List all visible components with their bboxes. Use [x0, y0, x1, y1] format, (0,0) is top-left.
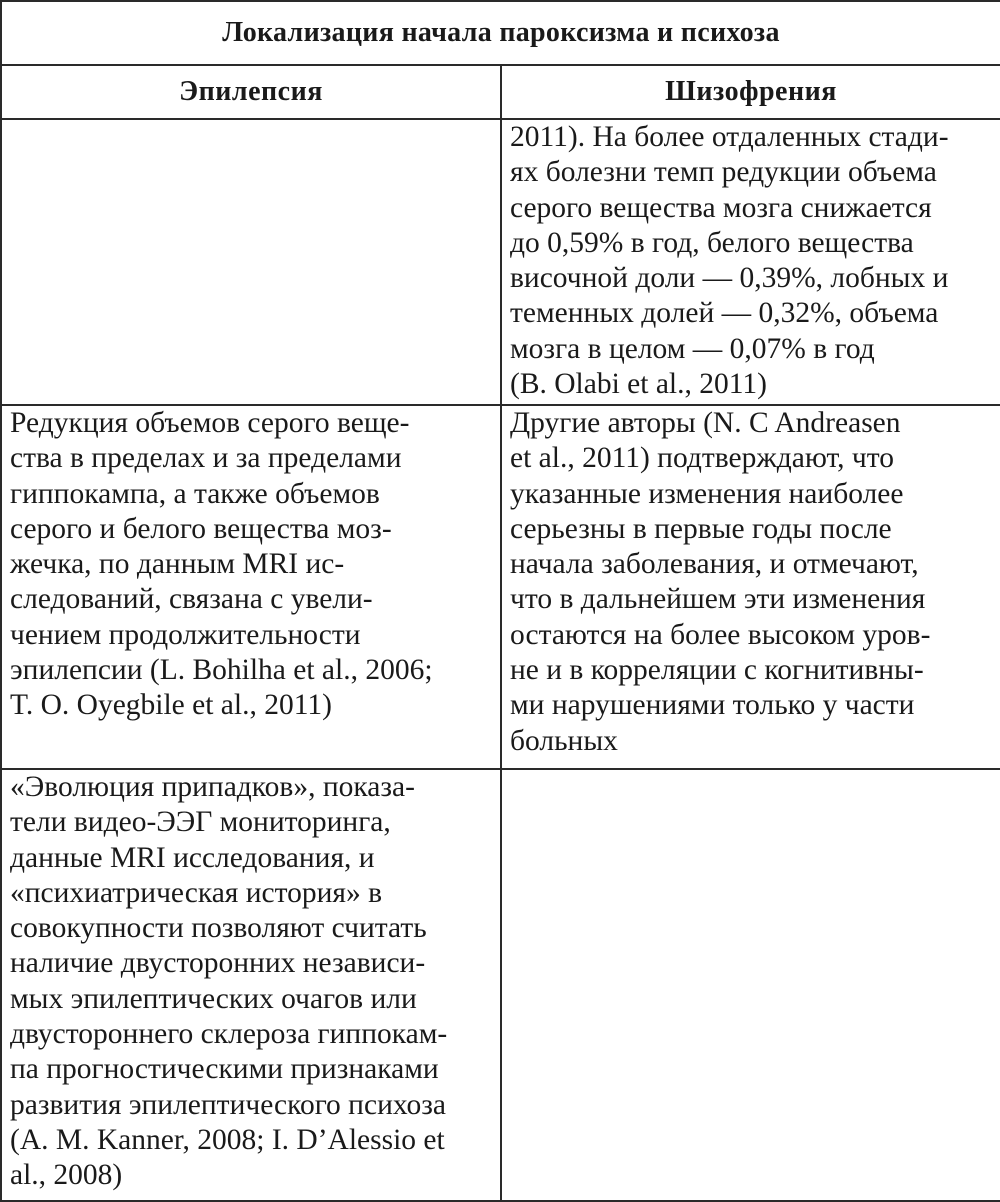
cell-schizophrenia [501, 769, 1000, 1201]
cell-schizophrenia: 2011). На более отдаленных стади- ях болезни темп редукции объема серого вещества мозга снижается до 0,59% в год, белого вещества височной доли — 0,39%, лобных и теменных долей — 0,32%, объема мозга в целом — 0,07% в год (B. Olabi et al., 2011) [501, 119, 1000, 405]
cell-epilepsy: «Эволюция припадков», показа- тели видео-ЭЭГ мониторинга, данные MRI исследования, и «психиатрическая история» в совокупности позволяют считать наличие двусторонних независи- мых эпилептических очагов или двустороннего склероза гиппокам- па прогностическими признаками развития эпилептического психоза (A. M. Kanner, 2008; I. D’Alessio et al., 2008) [1, 769, 501, 1201]
table-row [1, 769, 1000, 1201]
cell-epilepsy [1, 119, 501, 405]
cell-epilepsy: Редукция объемов серого веще- ства в пределах и за пределами гиппокампа, а также объемов серого и белого вещества моз- жечка, по данным MRI ис- следований, связана с увели- чением продолжительности эпилепсии (L. Bohilha et al., 2006; T. O. Oyegbile et al., 2011) [1, 405, 501, 769]
title-row [1, 1, 1000, 65]
table-title: Локализация начала пароксизма и психоза [1, 1, 1000, 65]
column-header-schizophrenia: Шизофрения [501, 65, 1000, 119]
table-row [1, 405, 1000, 769]
cell-schizophrenia: Другие авторы (N. C Andreasen et al., 2011) подтверждают, что указанные изменения наиболее серьезны в первые годы после начала заболевания, и отмечают, что в дальнейшем эти изменения остаются на более высоком уров- не и в корреляции с когнитивны- ми нарушениями только у части больных [501, 405, 1000, 769]
table-row [1, 119, 1000, 405]
header-row [1, 65, 1000, 119]
column-header-epilepsy: Эпилепсия [1, 65, 501, 119]
